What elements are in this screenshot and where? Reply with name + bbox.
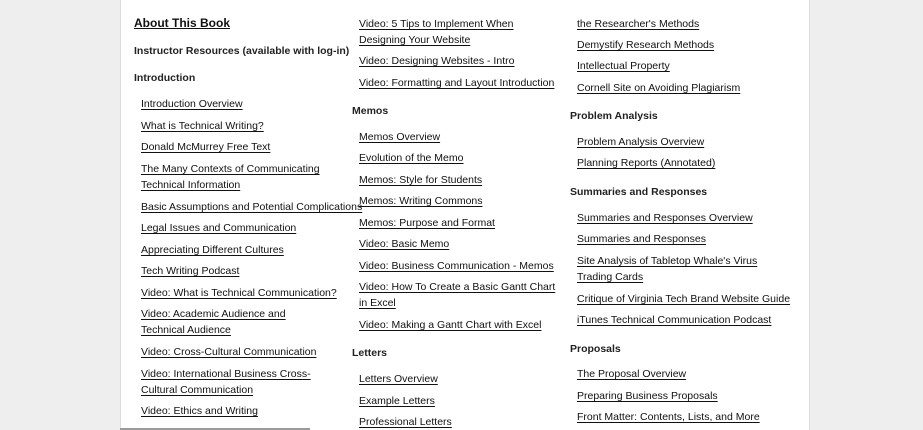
toc-link-video-ethics[interactable]: Video: Ethics and Writing [141, 405, 258, 417]
toc-link-summaries-overview[interactable]: Summaries and Responses Overview [577, 212, 753, 224]
toc-link-intellectual-property[interactable]: Intellectual Property [577, 60, 670, 72]
toc-link-video-gantt-chart[interactable]: Video: How To Create a Basic Gantt Chart in Excel [359, 281, 556, 309]
toc-link-example-letters[interactable]: Example Letters [359, 395, 435, 407]
toc-link-introduction-overview[interactable]: Introduction Overview [141, 98, 243, 110]
toc-link-video-formatting-layout[interactable]: Video: Formatting and Layout Introduction [359, 77, 555, 89]
about-this-book-link[interactable]: About This Book [134, 16, 230, 30]
toc-link-cornell-plagiarism[interactable]: Cornell Site on Avoiding Plagiarism [577, 82, 741, 94]
letters-heading: Letters [352, 347, 388, 359]
toc-link-video-gantt-excel[interactable]: Video: Making a Gantt Chart with Excel [359, 319, 542, 331]
toc-link-summaries-responses[interactable]: Summaries and Responses [577, 233, 706, 245]
toc-link-preparing-business-proposals[interactable]: Preparing Business Proposals [577, 390, 718, 402]
toc-link-legal-issues[interactable]: Legal Issues and Communication [141, 222, 297, 234]
toc-link-memos-writing-commons[interactable]: Memos: Writing Commons [359, 195, 483, 207]
toc-link-front-matter[interactable]: Front Matter: Contents, Lists, and More [577, 411, 760, 423]
toc-link-planning-reports[interactable]: Planning Reports (Annotated) [577, 157, 716, 169]
proposals-heading: Proposals [570, 343, 621, 355]
toc-link-video-academic-audience[interactable]: Video: Academic Audience and Technical Audience [141, 308, 286, 336]
problem-analysis-heading: Problem Analysis [570, 110, 658, 122]
toc-link-site-analysis-tabletop[interactable]: Site Analysis of Tabletop Whale's Virus Trading Cards [577, 255, 758, 283]
toc-link-video-designing-websites[interactable]: Video: Designing Websites - Intro [359, 55, 515, 67]
toc-link-video-international-business[interactable]: Video: International Business Cross-Cultural Communication [141, 368, 311, 396]
toc-link-evolution-of-memo[interactable]: Evolution of the Memo [359, 152, 464, 164]
toc-link-many-contexts[interactable]: The Many Contexts of Communicating Technical Information [141, 163, 320, 191]
instructor-resources-heading: Instructor Resources (available with log-in) [134, 45, 350, 57]
summaries-heading: Summaries and Responses [570, 186, 708, 198]
toc-link-what-is-technical-writing[interactable]: What is Technical Writing? [141, 120, 264, 132]
toc-link-tech-writing-podcast[interactable]: Tech Writing Podcast [141, 265, 240, 277]
toc-link-letters-overview[interactable]: Letters Overview [359, 373, 438, 385]
toc-link-video-cross-cultural[interactable]: Video: Cross-Cultural Communication [141, 346, 317, 358]
toc-link-memos-style[interactable]: Memos: Style for Students [359, 174, 483, 186]
toc-link-video-website-tips[interactable]: Video: 5 Tips to Implement When Designing Your Website [359, 18, 514, 46]
toc-link-demystify-research[interactable]: Demystify Research Methods [577, 39, 715, 51]
toc-link-basic-assumptions[interactable]: Basic Assumptions and Potential Complications [141, 201, 363, 213]
introduction-heading: Introduction [134, 72, 196, 84]
toc-link-video-business-memos[interactable]: Video: Business Communication - Memos [359, 260, 554, 272]
memos-heading: Memos [352, 105, 389, 117]
toc-link-researchers-methods[interactable]: the Researcher's Methods [577, 18, 700, 30]
toc-link-critique-virginia-tech[interactable]: Critique of Virginia Tech Brand Website Guide [577, 293, 791, 305]
toc-link-video-what-is-tech-comm[interactable]: Video: What is Technical Communication? [141, 287, 337, 299]
toc-link-professional-letters[interactable]: Professional Letters [359, 416, 452, 428]
toc-link-proposal-overview[interactable]: The Proposal Overview [577, 368, 687, 380]
toc-link-different-cultures[interactable]: Appreciating Different Cultures [141, 244, 284, 256]
toc-link-problem-analysis-overview[interactable]: Problem Analysis Overview [577, 136, 705, 148]
toc-link-video-basic-memo[interactable]: Video: Basic Memo [359, 238, 450, 250]
toc-link-memos-purpose-format[interactable]: Memos: Purpose and Format [359, 217, 495, 229]
toc-link-memos-overview[interactable]: Memos Overview [359, 131, 441, 143]
toc-link-itunes-podcast[interactable]: iTunes Technical Communication Podcast [577, 314, 772, 326]
toc-link-mcmurrey-free-text[interactable]: Donald McMurrey Free Text [141, 141, 271, 153]
